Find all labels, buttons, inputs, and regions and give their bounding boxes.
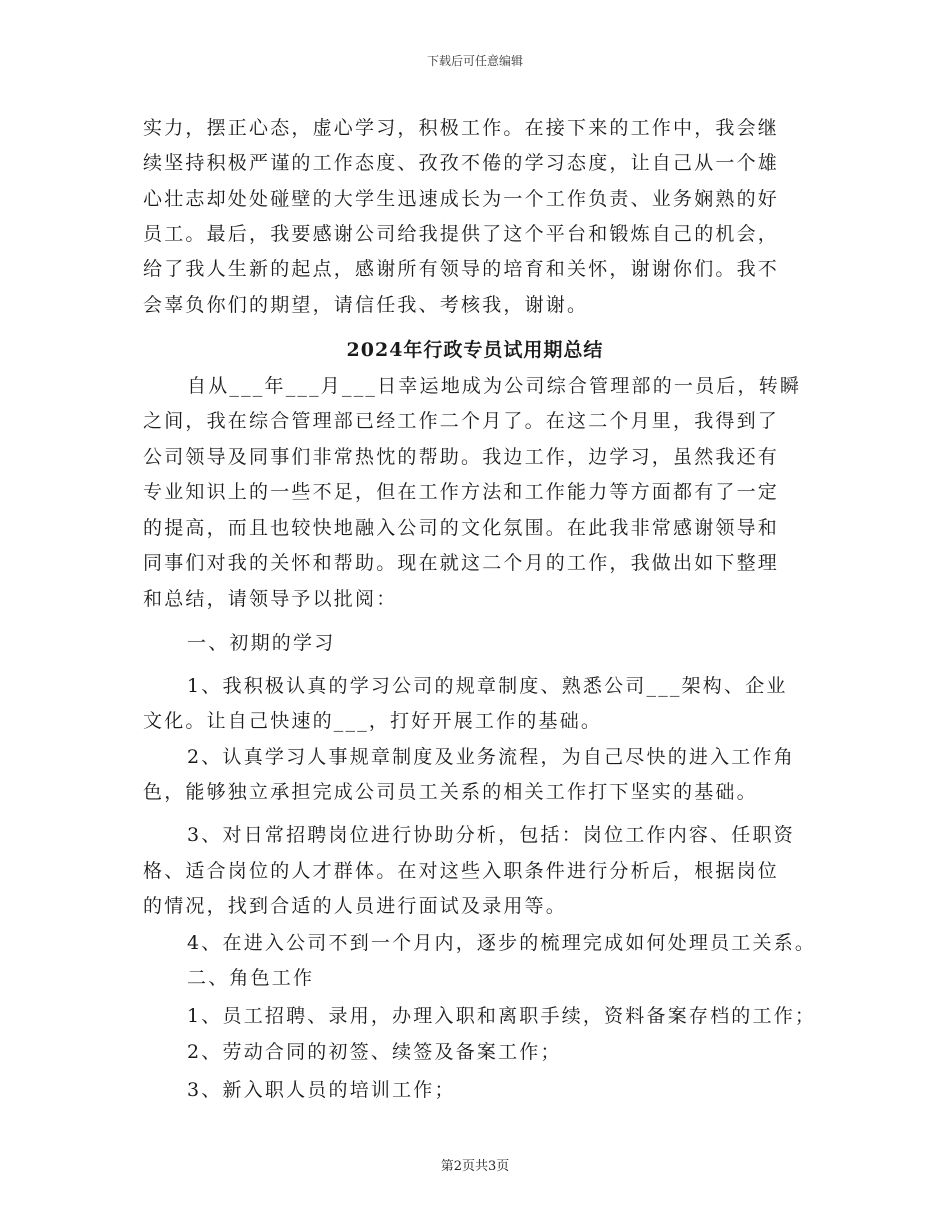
paragraph-line: 续坚持积极严谨的工作态度、孜孜不倦的学习态度，让自己从一个雄: [143, 152, 780, 174]
paragraph-line: 的提高，而且也较快地融入公司的文化氛围。在此我非常感谢领导和: [143, 517, 780, 539]
list-item: 格、适合岗位的人才群体。在对这些入职条件进行分析后，根据岗位: [143, 860, 780, 882]
section-title: 2024年行政专员试用期总结: [346, 339, 604, 361]
page-number: 第2页共3页: [440, 1159, 510, 1174]
paragraph-line: 同事们对我的关怀和帮助。现在就这二个月的工作，我做出如下整理: [143, 552, 780, 574]
list-item: 2、劳动合同的初签、续签及备案工作；: [187, 1041, 562, 1063]
paragraph-line: 之间，我在综合管理部已经工作二个月了。在这二个月里，我得到了: [143, 410, 780, 432]
paragraph-line: 会辜负你们的期望，请信任我、考核我，谢谢。: [143, 294, 589, 316]
list-item: 4、在进入公司不到一个月内，逐步的梳理完成如何处理员工关系。: [187, 932, 817, 954]
paragraph-line: 专业知识上的一些不足，但在工作方法和工作能力等方面都有了一定: [143, 481, 780, 503]
paragraph-line: 员工。最后，我要感谢公司给我提供了这个平台和锻炼自己的机会，: [143, 223, 780, 245]
paragraph-line: 给了我人生新的起点，感谢所有领导的培育和关怀，谢谢你们。我不: [143, 258, 780, 280]
paragraph-line: 实力，摆正心态，虚心学习，积极工作。在接下来的工作中，我会继: [143, 117, 780, 139]
list-item: 2、认真学习人事规章制度及业务流程，为自己尽快的进入工作角: [187, 746, 795, 768]
header-note: 下载后可任意编辑: [426, 54, 523, 68]
list-item: 3、对日常招聘岗位进行协助分析，包括：岗位工作内容、任职资: [187, 824, 795, 846]
paragraph-line: 公司领导及同事们非常热忱的帮助。我边工作，边学习，虽然我还有: [143, 446, 780, 468]
list-item: 色，能够独立承担完成公司员工关系的相关工作打下坚实的基础。: [143, 781, 758, 803]
list-item: 1、员工招聘、录用，办理入职和离职手续，资料备案存档的工作；: [187, 1005, 817, 1027]
paragraph-line: 自从___年___月___日幸运地成为公司综合管理部的一员后，转瞬: [187, 375, 802, 397]
list-item: 1、我积极认真的学习公司的规章制度、熟悉公司___架构、企业: [187, 675, 788, 697]
section-heading: 二、角色工作: [187, 967, 315, 989]
paragraph-line: 心壮志却处处碰壁的大学生迅速成长为一个工作负责、业务娴熟的好: [143, 188, 780, 210]
list-item: 的情况，找到合适的人员进行面试及录用等。: [143, 895, 568, 917]
list-item: 3、新入职人员的培训工作；: [187, 1079, 456, 1101]
paragraph-line: 和总结，请领导予以批阅：: [143, 588, 398, 610]
list-item: 文化。让自己快速的___，打好开展工作的基础。: [143, 710, 603, 732]
section-heading: 一、初期的学习: [187, 632, 336, 654]
